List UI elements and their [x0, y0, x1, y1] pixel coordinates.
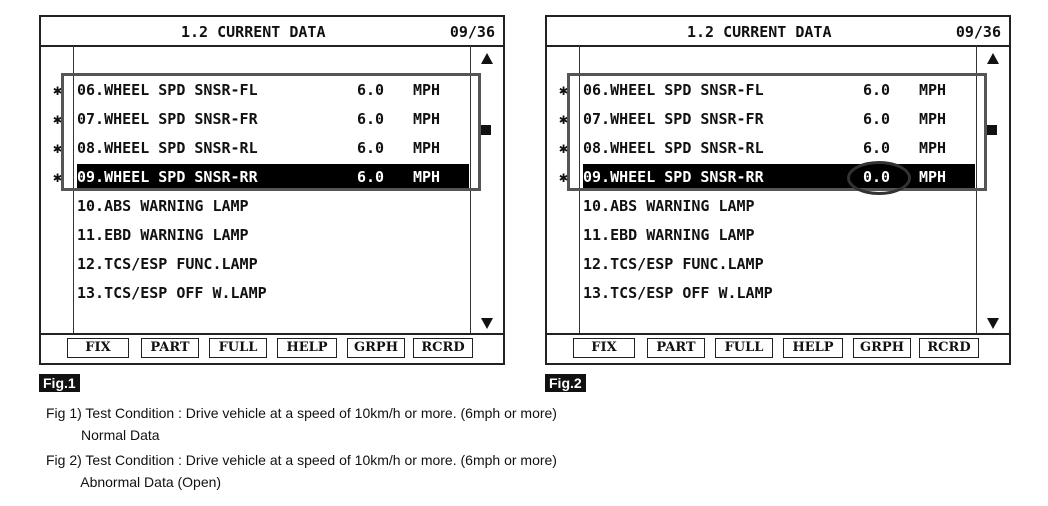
record-button[interactable]: RCRD: [919, 338, 979, 358]
highlight-frame: [567, 73, 987, 191]
caption-line: Fig 2) Test Condition : Drive vehicle at a speed of 10km/h or more. (6mph or more): [46, 452, 557, 468]
item-value: 0.0: [863, 168, 891, 186]
caption-line: Abnormal Data (Open): [46, 474, 222, 490]
function-key-bar: [547, 333, 1009, 363]
item-name: 07.WHEEL SPD SNSR-FR: [77, 110, 258, 128]
item-name: 09.WHEEL SPD SNSR-RR: [77, 168, 258, 186]
graph-button[interactable]: GRPH: [853, 338, 911, 358]
item-name: 09.WHEEL SPD SNSR-RR: [583, 168, 764, 186]
scroll-up-arrow-icon[interactable]: [481, 53, 493, 64]
help-button[interactable]: HELP: [277, 338, 337, 358]
item-name: 13.TCS/ESP OFF W.LAMP: [77, 284, 267, 302]
caption-line: Fig 1) Test Condition : Drive vehicle at a speed of 10km/h or more. (6mph or more): [46, 405, 557, 421]
page-counter: 09/36: [449, 23, 495, 41]
item-name: 10.ABS WARNING LAMP: [583, 197, 755, 215]
item-unit: MPH: [413, 81, 441, 99]
scanner-screen-fig1: [39, 15, 505, 365]
screen-header: [547, 17, 1009, 47]
screen-header: [41, 17, 503, 47]
item-name: 10.ABS WARNING LAMP: [77, 197, 249, 215]
item-value: 6.0: [863, 110, 891, 128]
item-value: 6.0: [357, 81, 385, 99]
item-unit: MPH: [919, 168, 947, 186]
item-name: 11.EBD WARNING LAMP: [77, 226, 249, 244]
figure-label-1: Fig.1: [39, 374, 80, 392]
item-value: 6.0: [357, 110, 385, 128]
fix-button[interactable]: FIX: [573, 338, 635, 358]
help-button[interactable]: HELP: [783, 338, 843, 358]
scroll-down-arrow-icon[interactable]: [987, 318, 999, 329]
item-name: 08.WHEEL SPD SNSR-RL: [77, 139, 258, 157]
item-value: 6.0: [863, 81, 891, 99]
item-value: 6.0: [357, 139, 385, 157]
item-name: 06.WHEEL SPD SNSR-FL: [583, 81, 764, 99]
caption-line: Normal Data: [46, 427, 160, 443]
item-name: 06.WHEEL SPD SNSR-FL: [77, 81, 258, 99]
page-counter: 09/36: [955, 23, 1001, 41]
list-item[interactable]: [547, 251, 1009, 277]
item-name: 13.TCS/ESP OFF W.LAMP: [583, 284, 773, 302]
fix-marker-icon: ✱: [559, 81, 569, 99]
fix-marker-icon: ✱: [559, 168, 569, 186]
fix-marker-icon: ✱: [53, 81, 63, 99]
screen-title: 1.2 CURRENT DATA: [687, 23, 832, 41]
function-key-bar: [41, 333, 503, 363]
full-button[interactable]: FULL: [209, 338, 267, 358]
part-button[interactable]: PART: [647, 338, 705, 358]
item-name: 08.WHEEL SPD SNSR-RL: [583, 139, 764, 157]
record-button[interactable]: RCRD: [413, 338, 473, 358]
highlight-frame: [61, 73, 481, 191]
fix-marker-icon: ✱: [559, 139, 569, 157]
list-item[interactable]: [547, 222, 1009, 248]
part-button[interactable]: PART: [141, 338, 199, 358]
item-unit: MPH: [919, 139, 947, 157]
fix-marker-icon: ✱: [53, 168, 63, 186]
list-item[interactable]: [41, 251, 503, 277]
item-name: 11.EBD WARNING LAMP: [583, 226, 755, 244]
list-item[interactable]: [547, 193, 1009, 219]
fix-marker-icon: ✱: [53, 110, 63, 128]
item-value: 6.0: [863, 139, 891, 157]
fix-marker-icon: ✱: [559, 110, 569, 128]
list-item[interactable]: [41, 222, 503, 248]
list-item[interactable]: [41, 193, 503, 219]
list-item[interactable]: [547, 280, 1009, 306]
value-circle-annotation: [847, 161, 911, 195]
item-value: 6.0: [357, 168, 385, 186]
graph-button[interactable]: GRPH: [347, 338, 405, 358]
list-item[interactable]: [41, 280, 503, 306]
full-button[interactable]: FULL: [715, 338, 773, 358]
fix-button[interactable]: FIX: [67, 338, 129, 358]
item-name: 07.WHEEL SPD SNSR-FR: [583, 110, 764, 128]
item-unit: MPH: [413, 110, 441, 128]
figure-label-2: Fig.2: [545, 374, 586, 392]
item-unit: MPH: [919, 110, 947, 128]
item-unit: MPH: [919, 81, 947, 99]
scroll-up-arrow-icon[interactable]: [987, 53, 999, 64]
scroll-down-arrow-icon[interactable]: [481, 318, 493, 329]
item-name: 12.TCS/ESP FUNC.LAMP: [77, 255, 258, 273]
item-name: 12.TCS/ESP FUNC.LAMP: [583, 255, 764, 273]
fix-marker-icon: ✱: [53, 139, 63, 157]
scanner-screen-fig2: [545, 15, 1011, 365]
screen-title: 1.2 CURRENT DATA: [181, 23, 326, 41]
item-unit: MPH: [413, 168, 441, 186]
item-unit: MPH: [413, 139, 441, 157]
